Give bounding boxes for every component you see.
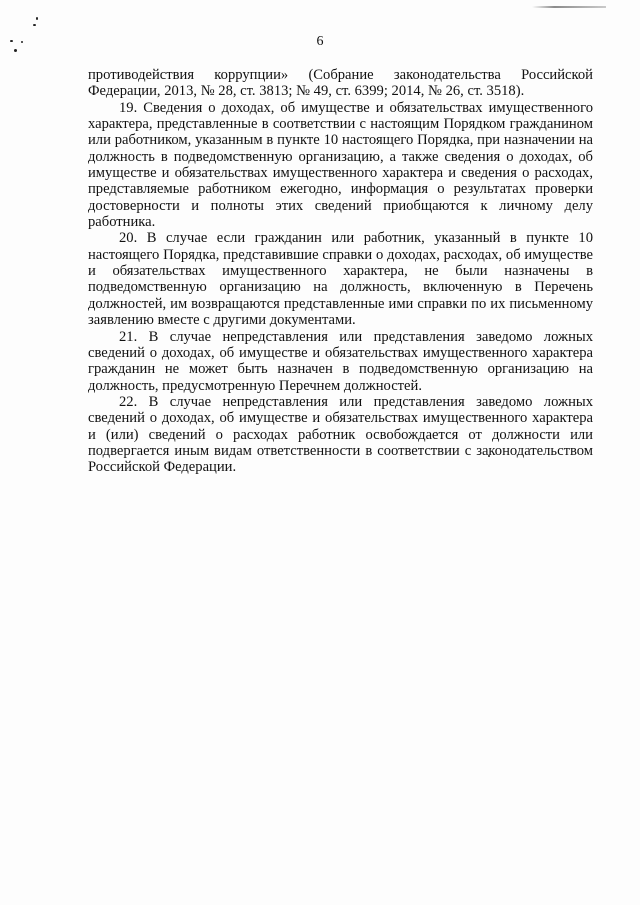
scan-speck	[33, 24, 36, 26]
paragraph-21: 21. В случае непредставления или представления заведомо ложных сведений о доходах, об имуществе и обязательствах имущественного характера гражданин не может быть назначен в подведомственную организацию на должность, предусмотренную Перечнем должностей.	[88, 328, 593, 394]
paragraph-20: 20. В случае если гражданин или работник, указанный в пункте 10 настоящего Порядка, представившие справки о доходах, расходах, об имуществе и обязательствах имущественного характера, не были назначены в подведомственную организацию на должность, включенную в Перечень должностей, им возвращаются представленные ими справки по их письменному заявлению вместе с другими документами.	[88, 230, 593, 329]
paragraph-19: 19. Сведения о доходах, об имуществе и обязательствах имущественного характера, представленные в соответствии с настоящим Порядком гражданином или работником, указанным в пункте 10 настоящего Порядка, при назначении на должность в подведомственную организацию, а также сведения о доходах, об имуществе и обязательствах имущественного характера и сведения о расходах, представляемые работником ежегодно, информация о результатах проверки достоверности и полноты этих сведений приобщаются к личному делу работника.	[88, 99, 593, 231]
page-number: 6	[316, 34, 324, 49]
scan-speck	[36, 17, 38, 20]
scan-artifact-line	[532, 6, 606, 8]
paragraph-continuation: противодействия коррупции» (Собрание законодательства Российской Федерации, 2013, № 28, ст. 3813; № 49, ст. 6399; 2014, № 26, ст. 3518).	[88, 67, 593, 100]
document-body	[88, 67, 593, 476]
paragraph-22: 22. В случае непредставления или представления заведомо ложных сведений о доходах, об имуществе и обязательствах имущественного характера и (или) сведений о расходах работник освобождается от должности или подвергается иным видам ответственности в соответствии с законодательством Российской Федерации.	[88, 393, 593, 476]
